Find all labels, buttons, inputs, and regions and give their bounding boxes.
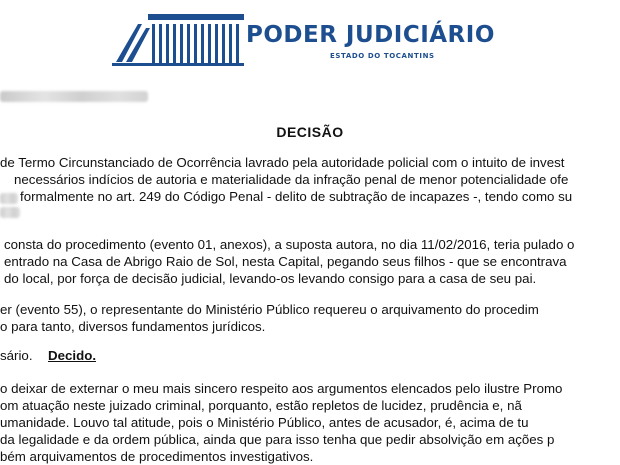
document-title: DECISÃO [276,124,344,140]
redacted-text [0,193,18,204]
paragraph-line: sário. [0,348,33,363]
paragraph-line: om atuação neste juizado criminal, porquanto, estão repletos de lucidez, prudência e, nã [0,398,522,413]
paragraph-line: umanidade. Louvo tal atitude, pois o Ministério Público, antes de acusador, é, acima de tu [0,415,529,430]
redacted-process-number [0,91,148,102]
decision-heading: Decido. [48,348,97,363]
paragraph-line: o para tanto, diversos fundamentos jurídicos. [0,319,266,334]
paragraph-line: da legalidade e da ordem pública, ainda que para isso tenha que pedir absolvição em ações p [0,432,555,447]
paragraph-line: formalmente no art. 249 do Código Penal - delito de subtração de incapazes -, tendo como su [20,189,573,204]
redacted-text [0,207,20,218]
paragraph-line: o deixar de externar o meu mais sincero respeito aos argumentos elencados pelo ilustre Promo [0,381,563,396]
paragraph-line: do local, por força de decisão judicial, levando-os levando consigo para a casa de seu pai. [4,271,537,286]
institution-subtitle: ESTADO DO TOCANTINS [330,52,435,60]
paragraph-line: de Termo Circunstanciado de Ocorrência lavrado pela autoridade policial com o intuito de invest [0,155,565,170]
institution-title: PODER JUDICIÁRIO [246,22,495,48]
paragraph-line: bém arquivamentos de procedimentos investigativos. [0,449,314,464]
courthouse-logo-icon [112,8,244,66]
paragraph-line: necessários indícios de autoria e materialidade da infração penal de menor potencialidade ofe [14,172,569,187]
paragraph-line: er (evento 55), o representante do Ministério Público requereu o arquivamento do procedim [0,302,539,317]
paragraph-line: entrado na Casa de Abrigo Raio de Sol, nesta Capital, pegando seus filhos - que se encontrava [4,254,567,269]
paragraph-line: consta do procedimento (evento 01, anexos), a suposta autora, no dia 11/02/2016, teria pulado o [4,237,575,252]
